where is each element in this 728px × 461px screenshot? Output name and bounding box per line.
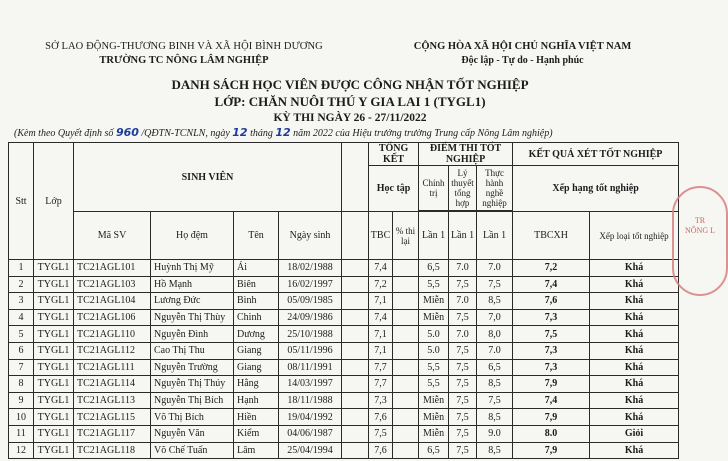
cell-birth-date: 16/02/1997	[279, 276, 342, 293]
cell-stt: 7	[9, 359, 34, 376]
cell-ly-thuyet: 7,5	[449, 309, 477, 326]
cell-first-name: Giang	[234, 359, 279, 376]
cell-first-name: Hiền	[234, 409, 279, 426]
cell-ly-thuyet: 7,5	[449, 425, 477, 442]
cell-tbc: 7,1	[369, 326, 393, 343]
decision-reference	[14, 126, 700, 139]
table-row	[9, 425, 679, 442]
cell-chinh-tri: 5,5	[419, 376, 449, 393]
cell-blank	[342, 326, 369, 343]
cell-thuc-hanh: 9.0	[477, 425, 513, 442]
class-title: LỚP: CHĂN NUÔI THÚ Y GIA LAI 1 (TYGL1)	[214, 94, 486, 109]
cell-student-id: TC21AGL113	[74, 392, 151, 409]
agency-name: SỞ LAO ĐỘNG-THƯƠNG BINH VÀ XÃ HỘI BÌNH DƯƠNG	[45, 41, 323, 52]
cell-lop: TYGL1	[34, 425, 74, 442]
cell-last-name: Nguyễn Thị Bích	[151, 392, 234, 409]
header-lan1-c: Lần 1	[477, 212, 513, 260]
cell-tbcxh: 7,3	[513, 342, 590, 359]
cell-birth-date: 19/04/1992	[279, 409, 342, 426]
cell-student-id: TC21AGL115	[74, 409, 151, 426]
header-ket-qua: KẾT QUẢ XÉT TỐT NGHIỆP	[513, 143, 679, 166]
cell-chinh-tri: 5.0	[419, 342, 449, 359]
cell-xep-loai: Khá	[590, 442, 679, 459]
cell-blank	[342, 260, 369, 277]
cell-stt: 2	[9, 276, 34, 293]
header-blank-2	[342, 212, 369, 260]
cell-student-id: TC21AGL101	[74, 260, 151, 277]
cell-birth-date: 08/11/1991	[279, 359, 342, 376]
cell-pct-thi-lai	[393, 342, 419, 359]
cell-lop: TYGL1	[34, 409, 74, 426]
table-row	[9, 293, 679, 310]
cell-xep-loai: Khá	[590, 326, 679, 343]
cell-ly-thuyet: 7,5	[449, 342, 477, 359]
cell-pct-thi-lai	[393, 359, 419, 376]
header-right	[380, 40, 665, 68]
cell-student-id: TC21AGL114	[74, 376, 151, 393]
cell-lop: TYGL1	[34, 326, 74, 343]
cell-tbcxh: 7,9	[513, 442, 590, 459]
cell-last-name: Huỳnh Thị Mỹ	[151, 260, 234, 277]
cell-chinh-tri: 6,5	[419, 260, 449, 277]
cell-tbc: 7,7	[369, 376, 393, 393]
cell-xep-loai: Khá	[590, 342, 679, 359]
cell-pct-thi-lai	[393, 326, 419, 343]
cell-thuc-hanh: 8,5	[477, 409, 513, 426]
cell-birth-date: 18/11/1988	[279, 392, 342, 409]
cell-birth-date: 14/03/1997	[279, 376, 342, 393]
cell-pct-thi-lai	[393, 276, 419, 293]
cell-lop: TYGL1	[34, 276, 74, 293]
cell-student-id: TC21AGL118	[74, 442, 151, 459]
cell-ly-thuyet: 7.0	[449, 326, 477, 343]
cell-pct-thi-lai	[393, 293, 419, 310]
cell-ly-thuyet: 7,5	[449, 442, 477, 459]
header-chinh-tri: Chính trị	[419, 166, 449, 211]
decision-text-3: tháng	[247, 128, 276, 139]
cell-xep-loai: Giỏi	[590, 425, 679, 442]
cell-thuc-hanh: 8,5	[477, 293, 513, 310]
school-name: TRƯỜNG TC NÔNG LÂM NGHIỆP	[99, 55, 269, 66]
cell-pct-thi-lai	[393, 260, 419, 277]
table-row	[9, 442, 679, 459]
header-tbcxh: TBCXH	[513, 212, 590, 260]
header-left	[34, 40, 334, 68]
exam-date-title: KỲ THI NGÀY 26 - 27/11/2022	[273, 112, 427, 124]
cell-student-id: TC21AGL106	[74, 309, 151, 326]
cell-pct-thi-lai	[393, 425, 419, 442]
header-ly-thuyet: Lý thuyết tổng hợp	[449, 166, 477, 211]
cell-birth-date: 25/10/1988	[279, 326, 342, 343]
cell-student-id: TC21AGL110	[74, 326, 151, 343]
cell-stt: 11	[9, 425, 34, 442]
decision-text-1: (Kèm theo Quyết định số	[14, 128, 116, 139]
cell-blank	[342, 376, 369, 393]
national-motto: Độc lập - Tự do - Hạnh phúc	[461, 55, 584, 66]
cell-blank	[342, 392, 369, 409]
table-row	[9, 392, 679, 409]
table-row	[9, 309, 679, 326]
cell-tbcxh: 7,3	[513, 359, 590, 376]
cell-tbc: 7,1	[369, 342, 393, 359]
cell-blank	[342, 342, 369, 359]
cell-tbc: 7,4	[369, 309, 393, 326]
school-seal	[672, 186, 728, 296]
cell-first-name: Biên	[234, 276, 279, 293]
cell-thuc-hanh: 8,0	[477, 326, 513, 343]
cell-xep-loai: Khá	[590, 409, 679, 426]
cell-chinh-tri: 6,5	[419, 442, 449, 459]
cell-stt: 3	[9, 293, 34, 310]
cell-tbc: 7,4	[369, 260, 393, 277]
cell-lop: TYGL1	[34, 442, 74, 459]
cell-thuc-hanh: 7,0	[477, 309, 513, 326]
cell-tbc: 7,3	[369, 392, 393, 409]
cell-lop: TYGL1	[34, 392, 74, 409]
cell-tbcxh: 8.0	[513, 425, 590, 442]
cell-blank	[342, 293, 369, 310]
table-body	[9, 260, 679, 459]
cell-last-name: Nguyễn Văn	[151, 425, 234, 442]
nation-name: CỘNG HÒA XÃ HỘI CHỦ NGHĨA VIỆT NAM	[413, 41, 632, 52]
graduates-table	[8, 142, 679, 459]
cell-xep-loai: Khá	[590, 392, 679, 409]
document-title: DANH SÁCH HỌC VIÊN ĐƯỢC CÔNG NHẬN TỐT NGHIỆP	[171, 77, 529, 92]
cell-last-name: Nguyễn Thị Thùy	[151, 309, 234, 326]
cell-birth-date: 04/06/1987	[279, 425, 342, 442]
cell-stt: 6	[9, 342, 34, 359]
header-lan1-a: Lần 1	[419, 212, 449, 260]
header-xep-hang: Xếp hạng tốt nghiệp	[513, 166, 679, 212]
table-row	[9, 260, 679, 277]
header-hoc-tap: Học tập	[369, 166, 419, 212]
cell-tbcxh: 7,4	[513, 276, 590, 293]
cell-thuc-hanh: 6,5	[477, 359, 513, 376]
cell-tbcxh: 7,9	[513, 376, 590, 393]
cell-chinh-tri: Miễn	[419, 309, 449, 326]
cell-stt: 1	[9, 260, 34, 277]
header-ho-dem: Họ đệm	[151, 212, 234, 260]
cell-stt: 12	[9, 442, 34, 459]
cell-tbcxh: 7,6	[513, 293, 590, 310]
cell-chinh-tri: 5.0	[419, 326, 449, 343]
cell-xep-loai: Khá	[590, 359, 679, 376]
cell-pct-thi-lai	[393, 392, 419, 409]
header-thuc-hanh: Thực hành nghề nghiệp	[477, 166, 513, 211]
cell-tbcxh: 7,3	[513, 309, 590, 326]
cell-tbcxh: 7,9	[513, 409, 590, 426]
table-row	[9, 326, 679, 343]
seal-text: TR NÔNG L	[685, 216, 715, 235]
cell-tbc: 7,6	[369, 409, 393, 426]
decision-month: 12	[275, 126, 291, 139]
cell-student-id: TC21AGL111	[74, 359, 151, 376]
cell-student-id: TC21AGL112	[74, 342, 151, 359]
cell-chinh-tri: Miễn	[419, 409, 449, 426]
header-lan1-b: Lần 1	[449, 212, 477, 260]
table-row	[9, 376, 679, 393]
cell-chinh-tri: 5,5	[419, 276, 449, 293]
table-row	[9, 276, 679, 293]
cell-stt: 4	[9, 309, 34, 326]
cell-thuc-hanh: 7,5	[477, 276, 513, 293]
cell-chinh-tri: 5,5	[419, 359, 449, 376]
decision-day: 12	[232, 126, 248, 139]
cell-pct-thi-lai	[393, 309, 419, 326]
cell-birth-date: 18/02/1988	[279, 260, 342, 277]
cell-xep-loai: Khá	[590, 260, 679, 277]
cell-last-name: Võ Chế Tuấn	[151, 442, 234, 459]
header-diem-thi: ĐIỂM THI TỐT NGHIỆP	[419, 143, 513, 166]
cell-tbcxh: 7,2	[513, 260, 590, 277]
cell-first-name: Lâm	[234, 442, 279, 459]
cell-xep-loai: Khá	[590, 293, 679, 310]
cell-last-name: Cao Thị Thu	[151, 342, 234, 359]
cell-last-name: Võ Thị Bích	[151, 409, 234, 426]
cell-blank	[342, 309, 369, 326]
cell-tbc: 7,5	[369, 425, 393, 442]
decision-number: 960	[115, 126, 139, 139]
table-row	[9, 342, 679, 359]
cell-ly-thuyet: 7.0	[449, 260, 477, 277]
cell-first-name: Dương	[234, 326, 279, 343]
header-ma-sv: Mã SV	[74, 212, 151, 260]
cell-student-id: TC21AGL104	[74, 293, 151, 310]
cell-ly-thuyet: 7,5	[449, 276, 477, 293]
cell-birth-date: 25/04/1994	[279, 442, 342, 459]
cell-first-name: Chinh	[234, 309, 279, 326]
cell-blank	[342, 409, 369, 426]
cell-first-name: Kiểm	[234, 425, 279, 442]
cell-last-name: Nguyễn Đình	[151, 326, 234, 343]
header-sinh-vien: SINH VIÊN	[74, 143, 342, 212]
cell-tbc: 7,2	[369, 276, 393, 293]
cell-xep-loai: Khá	[590, 309, 679, 326]
cell-lop: TYGL1	[34, 342, 74, 359]
cell-ly-thuyet: 7,5	[449, 409, 477, 426]
cell-chinh-tri: Miễn	[419, 293, 449, 310]
table-row	[9, 409, 679, 426]
header-tbc: TBC	[369, 212, 393, 260]
cell-thuc-hanh: 8,5	[477, 442, 513, 459]
cell-stt: 8	[9, 376, 34, 393]
cell-thuc-hanh: 7.0	[477, 260, 513, 277]
decision-text-2: /QĐTN-TCNLN, ngày	[138, 128, 233, 139]
header-ten: Tên	[234, 212, 279, 260]
cell-thuc-hanh: 7,5	[477, 392, 513, 409]
cell-chinh-tri: Miễn	[419, 425, 449, 442]
cell-ly-thuyet: 7,5	[449, 359, 477, 376]
cell-ly-thuyet: 7.0	[449, 293, 477, 310]
cell-stt: 10	[9, 409, 34, 426]
cell-ly-thuyet: 7,5	[449, 392, 477, 409]
cell-birth-date: 05/09/1985	[279, 293, 342, 310]
cell-first-name: Hạnh	[234, 392, 279, 409]
cell-xep-loai: Khá	[590, 276, 679, 293]
cell-tbc: 7,7	[369, 359, 393, 376]
header-pct-thi-lai: % thi lại	[393, 212, 419, 260]
cell-lop: TYGL1	[34, 376, 74, 393]
header-stt: Stt	[9, 143, 34, 260]
decision-text-4: năm 2022 của Hiệu trưởng trường Trung cấp Nông Lâm nghiệp)	[290, 128, 553, 139]
cell-birth-date: 05/11/1996	[279, 342, 342, 359]
cell-first-name: Bình	[234, 293, 279, 310]
cell-first-name: Hằng	[234, 376, 279, 393]
cell-first-name: Giang	[234, 342, 279, 359]
cell-stt: 5	[9, 326, 34, 343]
cell-pct-thi-lai	[393, 376, 419, 393]
cell-blank	[342, 442, 369, 459]
cell-blank	[342, 276, 369, 293]
cell-thuc-hanh: 8,5	[477, 376, 513, 393]
header-xep-loai: Xếp loại tốt nghiệp	[590, 212, 679, 260]
cell-pct-thi-lai	[393, 442, 419, 459]
cell-tbcxh: 7,4	[513, 392, 590, 409]
cell-blank	[342, 425, 369, 442]
cell-first-name: Ái	[234, 260, 279, 277]
cell-lop: TYGL1	[34, 309, 74, 326]
cell-birth-date: 24/09/1986	[279, 309, 342, 326]
header-ngay-sinh: Ngày sinh	[279, 212, 342, 260]
cell-last-name: Nguyễn Trường	[151, 359, 234, 376]
cell-student-id: TC21AGL117	[74, 425, 151, 442]
cell-lop: TYGL1	[34, 260, 74, 277]
cell-student-id: TC21AGL103	[74, 276, 151, 293]
cell-pct-thi-lai	[393, 409, 419, 426]
cell-last-name: Nguyễn Thị Thúy	[151, 376, 234, 393]
cell-tbc: 7,1	[369, 293, 393, 310]
cell-tbc: 7,6	[369, 442, 393, 459]
header-lop: Lớp	[34, 143, 74, 260]
cell-last-name: Lương Đức	[151, 293, 234, 310]
cell-blank	[342, 359, 369, 376]
cell-ly-thuyet: 7,5	[449, 376, 477, 393]
table-row	[9, 359, 679, 376]
cell-lop: TYGL1	[34, 359, 74, 376]
cell-tbcxh: 7,5	[513, 326, 590, 343]
cell-lop: TYGL1	[34, 293, 74, 310]
header-blank	[342, 143, 369, 212]
cell-xep-loai: Khá	[590, 376, 679, 393]
header-tong-ket: TỔNG KẾT	[369, 143, 419, 166]
cell-thuc-hanh: 7.0	[477, 342, 513, 359]
cell-stt: 9	[9, 392, 34, 409]
cell-chinh-tri: Miễn	[419, 392, 449, 409]
cell-last-name: Hồ Mạnh	[151, 276, 234, 293]
